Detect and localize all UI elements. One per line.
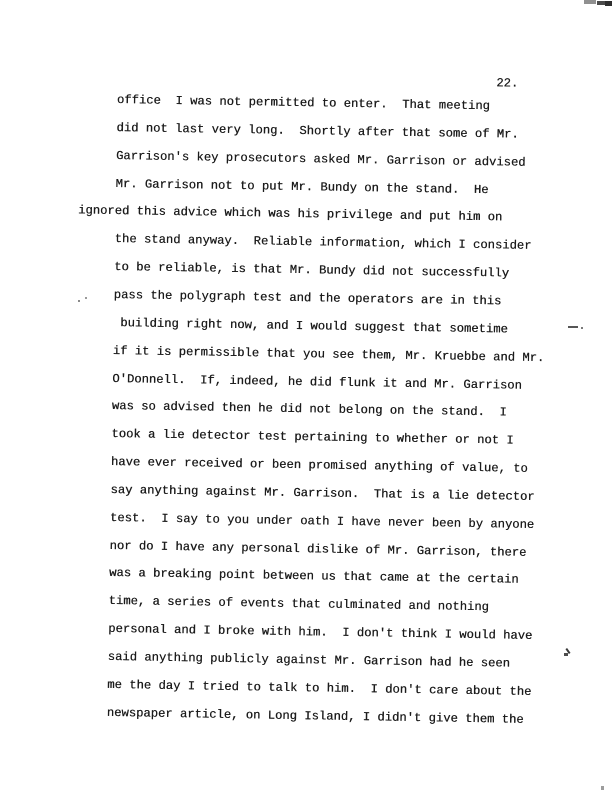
document-line: have ever received or been promised anything of value, to <box>110 454 528 476</box>
document-line: office I was not permitted to enter. That meeting <box>116 93 490 114</box>
document-line: me the day I tried to talk to him. I don't care about the <box>107 677 532 699</box>
document-line: did not last very long. Shortly after that some of Mr. <box>116 120 519 142</box>
document-line: took a lie detector test pertaining to whether or not I <box>111 427 514 448</box>
document-line: the stand anyway. Reliable information, which I consider <box>114 232 532 254</box>
document-line: ignored this advice which was his privilege and put him on <box>77 203 503 225</box>
pencil-dash-mark <box>568 326 578 328</box>
document-line: time, a series of events that culminated and nothing <box>108 594 489 615</box>
document-line: if it is permissible that you see them, Mr. Kruebbe and Mr. <box>112 343 545 365</box>
pencil-tick-mark <box>564 653 568 656</box>
page-number: 22. <box>496 76 519 91</box>
scan-speck-mark <box>601 786 604 790</box>
document-line: Mr. Garrison not to put Mr. Bundy on the stand. He <box>115 176 489 197</box>
document-line: building right now, and I would suggest that sometime <box>120 315 508 337</box>
pencil-dot-mark <box>78 300 80 302</box>
document-line: say anything against Mr. Garrison. That is a lie detector <box>110 482 535 504</box>
document-line: pass the polygraph test and the operators are in this <box>113 287 502 309</box>
pencil-dot-mark <box>85 297 87 299</box>
document-line: was a breaking point between us that came at the certain <box>108 566 519 588</box>
document-line: said anything publicly against Mr. Garrison had he seen <box>107 649 511 671</box>
document-line: to be reliable, is that Mr. Bundy did not successfully <box>114 260 510 281</box>
document-line: O'Donnell. If, indeed, he did flunk it and Mr. Garrison <box>112 371 522 393</box>
scan-smudge-mark <box>605 1 612 6</box>
document-line: Garrison's key prosecutors asked Mr. Garrison or advised <box>115 148 526 170</box>
pencil-dot-mark <box>581 327 583 329</box>
document-line: nor do I have any personal dislike of Mr. Garrison, there <box>109 538 527 560</box>
document-line: newspaper article, on Long Island, I didn't give them the <box>106 705 524 727</box>
scan-smudge-mark <box>584 0 596 4</box>
document-line: test. I say to you under oath I have never been by anyone <box>109 510 535 532</box>
document-line: was so advised then he did not belong on the stand. I <box>111 399 507 420</box>
document-line: personal and I broke with him. I don't think I would have <box>108 622 533 644</box>
